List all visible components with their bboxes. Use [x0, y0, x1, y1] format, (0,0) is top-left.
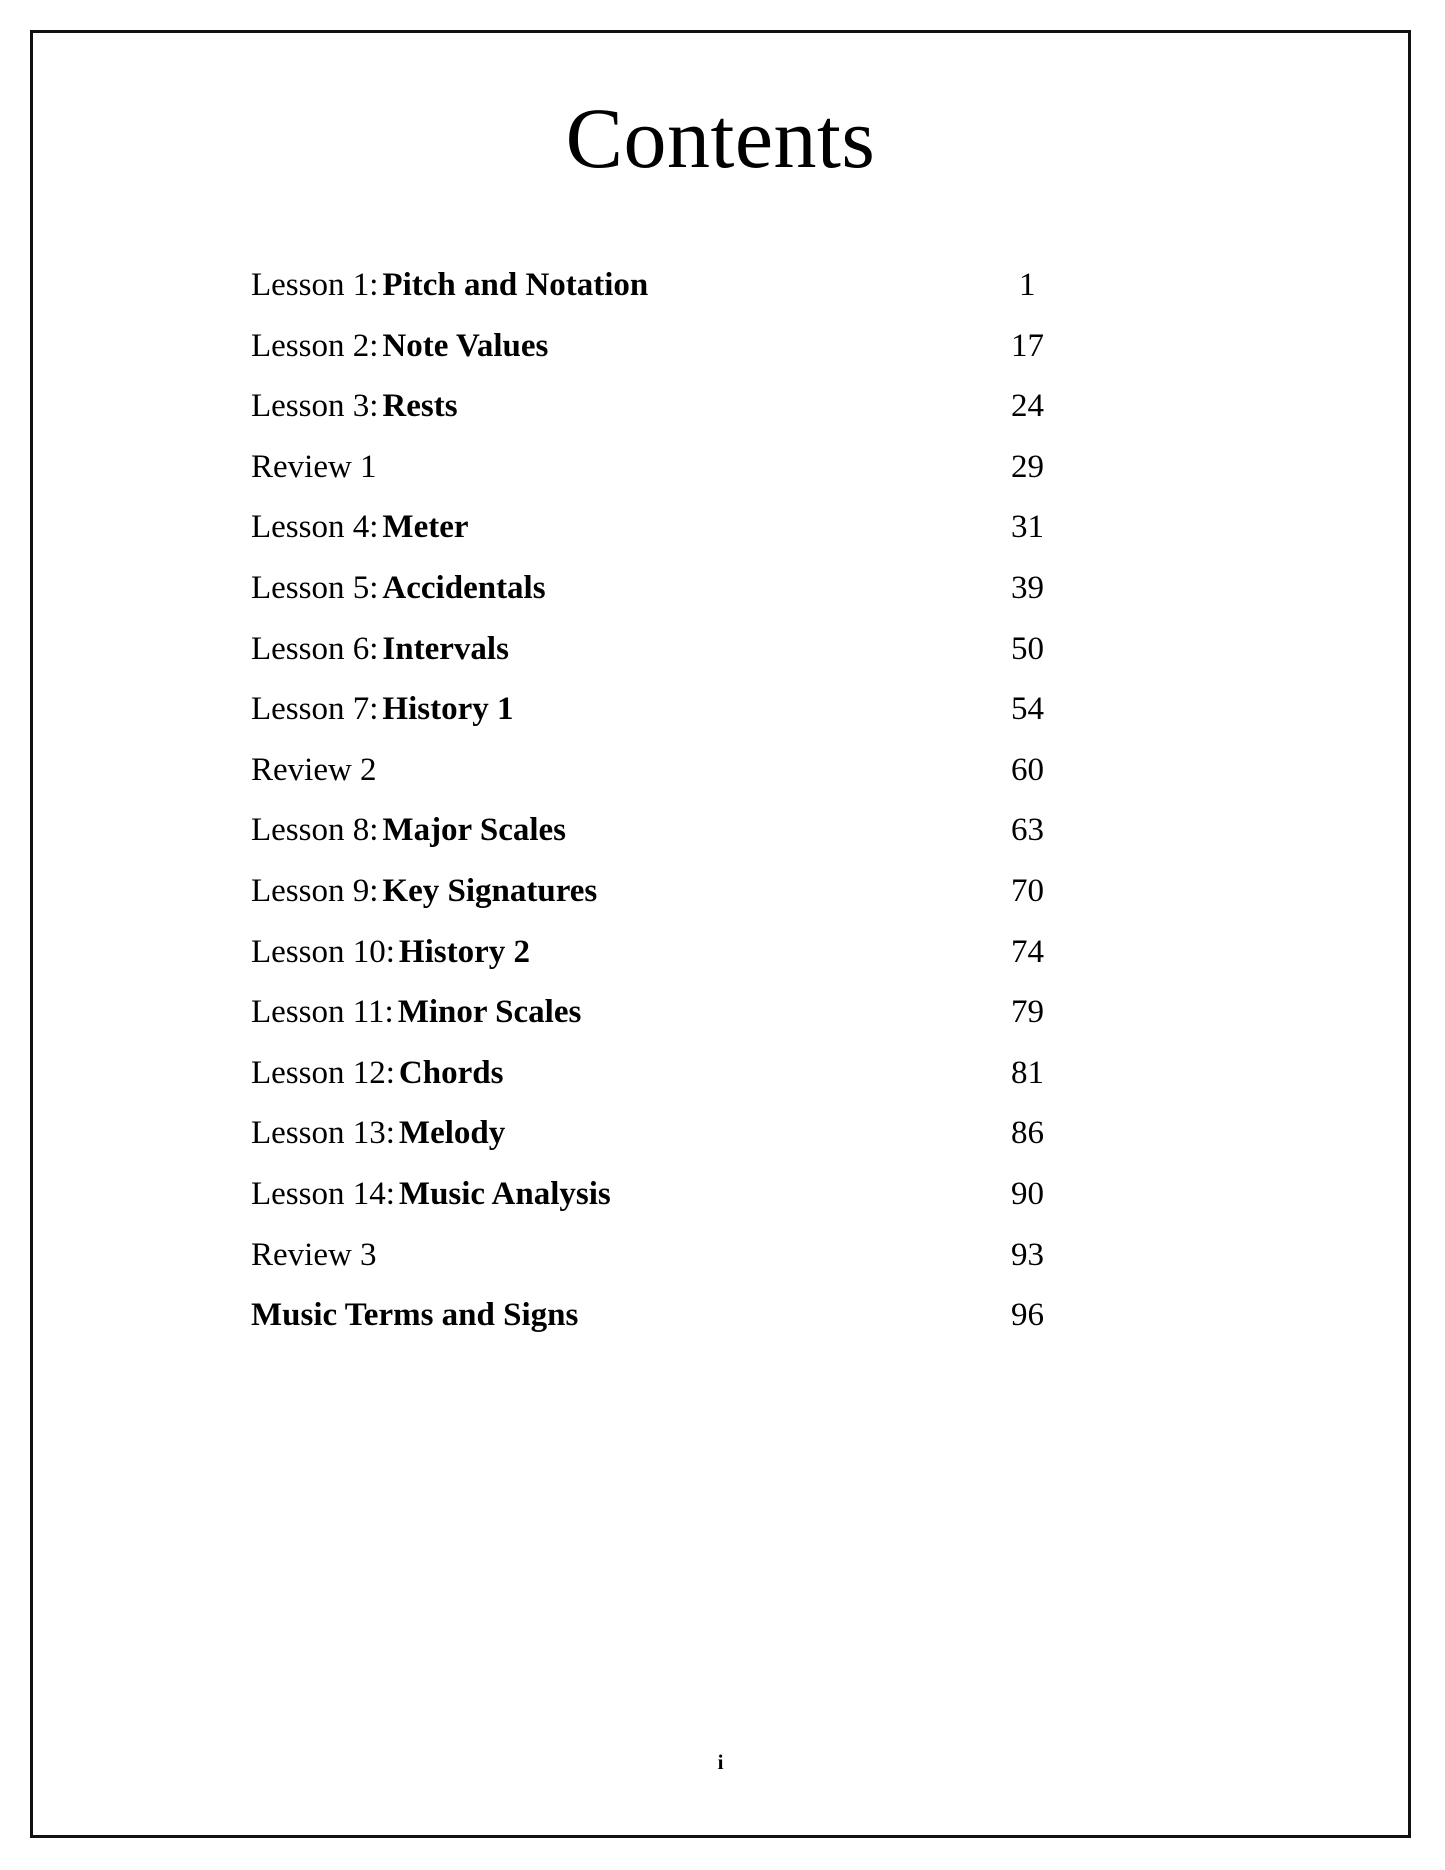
toc-entry-page-number: 24 [1011, 388, 1044, 425]
toc-entry-title: Accidentals [382, 569, 546, 606]
toc-entry-label: Lesson 9: [251, 872, 379, 909]
toc-entry-title: Melody [398, 1115, 506, 1152]
toc-entry-page-number: 39 [1011, 569, 1044, 606]
toc-entry-title: Rests [382, 388, 458, 425]
toc-entry-row[interactable] [251, 1225, 1251, 1286]
toc-entry-title: Note Values [382, 327, 549, 364]
toc-entry-label: Lesson 14: [251, 1175, 395, 1212]
toc-entry-title: Minor Scales [397, 994, 582, 1031]
toc-entry-label: Lesson 5: [251, 569, 379, 606]
page-inner [33, 33, 1408, 1835]
toc-entry-title: Music Analysis [398, 1175, 611, 1212]
toc-entry-page-number: 29 [1011, 448, 1044, 485]
toc-entry-label: Review 2 [251, 751, 377, 788]
toc-entry-title: History 2 [398, 933, 530, 970]
toc-entry-page-number: 81 [1011, 1054, 1044, 1091]
toc-entry-page-number: 86 [1011, 1115, 1044, 1152]
toc-entry-row[interactable] [251, 497, 1251, 558]
toc-entry-page-number: 74 [1011, 933, 1044, 970]
toc-entry-page-number: 60 [1011, 751, 1044, 788]
toc-entry-row[interactable] [251, 619, 1251, 680]
table-of-contents-list [251, 255, 1251, 1346]
toc-entry-title: Major Scales [382, 812, 567, 849]
toc-entry-page-number: 96 [1011, 1297, 1044, 1334]
toc-entry-row[interactable] [251, 376, 1251, 437]
toc-entry-row[interactable] [251, 679, 1251, 740]
toc-entry-row[interactable] [251, 316, 1251, 377]
toc-entry-page-number: 50 [1011, 630, 1044, 667]
toc-entry-label: Lesson 10: [251, 933, 395, 970]
toc-entry-title: Key Signatures [382, 872, 598, 909]
toc-entry-row[interactable] [251, 437, 1251, 498]
toc-entry-label: Lesson 1: [251, 267, 379, 303]
toc-entry-title: Pitch and Notation [382, 267, 649, 303]
toc-entry-label: Review 1 [251, 448, 377, 485]
toc-entry-title: Chords [398, 1054, 504, 1091]
page-title: Contents [565, 90, 876, 186]
toc-entry-row[interactable] [251, 255, 1251, 316]
toc-entry-row[interactable] [251, 982, 1251, 1043]
toc-entry-page-number: 79 [1011, 994, 1044, 1031]
toc-entry-label: Review 3 [251, 1236, 377, 1273]
toc-entry-label: Lesson 7: [251, 691, 379, 728]
toc-entry-title: Meter [382, 509, 469, 546]
toc-entry-page-number: 31 [1011, 509, 1044, 546]
toc-entry-label: Music Terms and Signs [251, 1297, 579, 1334]
toc-entry-row[interactable] [251, 1043, 1251, 1104]
toc-entry-row[interactable] [251, 740, 1251, 801]
toc-entry-page-number: 1 [1019, 267, 1036, 303]
toc-entry-row[interactable] [251, 861, 1251, 922]
toc-entry-title: Intervals [382, 630, 509, 667]
toc-entry-title: History 1 [382, 691, 514, 728]
toc-entry-page-number: 90 [1011, 1175, 1044, 1212]
toc-entry-row[interactable] [251, 800, 1251, 861]
toc-entry-label: Lesson 11: [251, 994, 394, 1031]
toc-entry-row[interactable] [251, 922, 1251, 983]
toc-entry-label: Lesson 4: [251, 509, 379, 546]
page-folio: i [717, 1750, 724, 1774]
toc-entry-label: Lesson 6: [251, 630, 379, 667]
toc-entry-page-number: 93 [1011, 1236, 1044, 1273]
toc-entry-page-number: 17 [1011, 327, 1044, 364]
page-sheet [30, 30, 1411, 1838]
toc-entry-label: Lesson 13: [251, 1115, 395, 1152]
toc-entry-row[interactable] [251, 1164, 1251, 1225]
toc-entry-label: Lesson 12: [251, 1054, 395, 1091]
toc-entry-page-number: 70 [1011, 872, 1044, 909]
toc-entry-page-number: 54 [1011, 691, 1044, 728]
toc-entry-label: Lesson 2: [251, 327, 379, 364]
toc-entry-label: Lesson 8: [251, 812, 379, 849]
toc-entry-page-number: 63 [1011, 812, 1044, 849]
toc-entry-row[interactable] [251, 1285, 1251, 1346]
toc-entry-label: Lesson 3: [251, 388, 379, 425]
toc-entry-row[interactable] [251, 558, 1251, 619]
toc-entry-row[interactable] [251, 1103, 1251, 1164]
